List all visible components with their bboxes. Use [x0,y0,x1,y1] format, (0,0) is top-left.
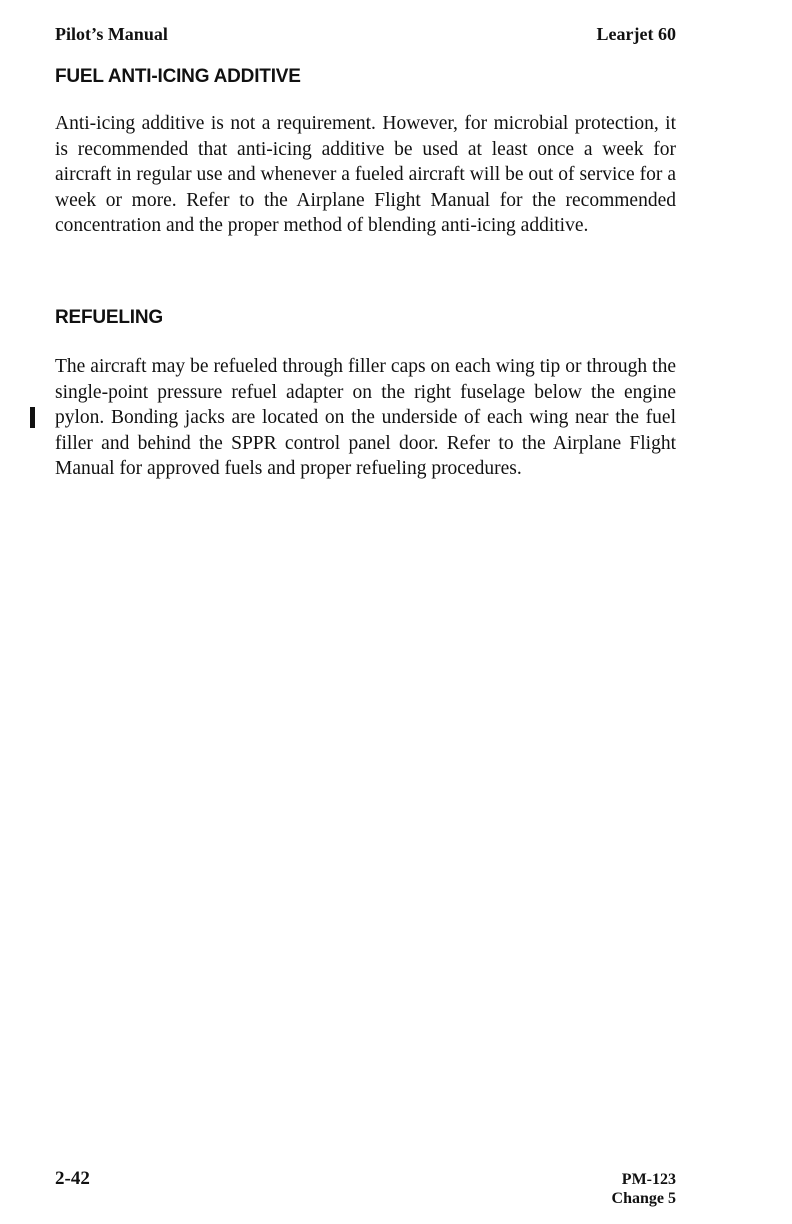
change-number: Change 5 [611,1190,676,1207]
document-revision-block [612,1170,676,1208]
header-aircraft-model: Learjet 60 [596,24,676,44]
header-manual-title: Pilot’s Manual [55,24,168,44]
section-body-refueling: The aircraft may be refueled through filler caps on each wing tip or through the single-point pressure refuel adapter on the right fuselage below the engine pylon. Bonding jacks are located on the underside of each wing near the fuel filler and behind the SPPR control panel door. Refer to the Airplane Flight Manual for approved fuels and proper refueling procedures. [55,356,676,480]
section-heading-refueling: REFUELING [55,307,163,328]
section-body-fuel-anti-icing-additive: Anti-icing additive is not a requirement. However, for microbial protection, it is recommended that anti-icing additive be used at least once a week for aircraft in regular use and whenever a fueled aircraft will be out of service for a week or more. Refer to the Airplane Flight Manual for the recommended concentration and the proper method of blending anti-icing additive. [55,113,676,237]
page-number: 2-42 [55,1168,90,1189]
revision-change-bar [30,407,35,428]
section-heading-fuel-anti-icing-additive: FUEL ANTI-ICING ADDITIVE [55,66,301,87]
document-number: PM-123 [621,1171,676,1188]
running-header [55,24,676,48]
